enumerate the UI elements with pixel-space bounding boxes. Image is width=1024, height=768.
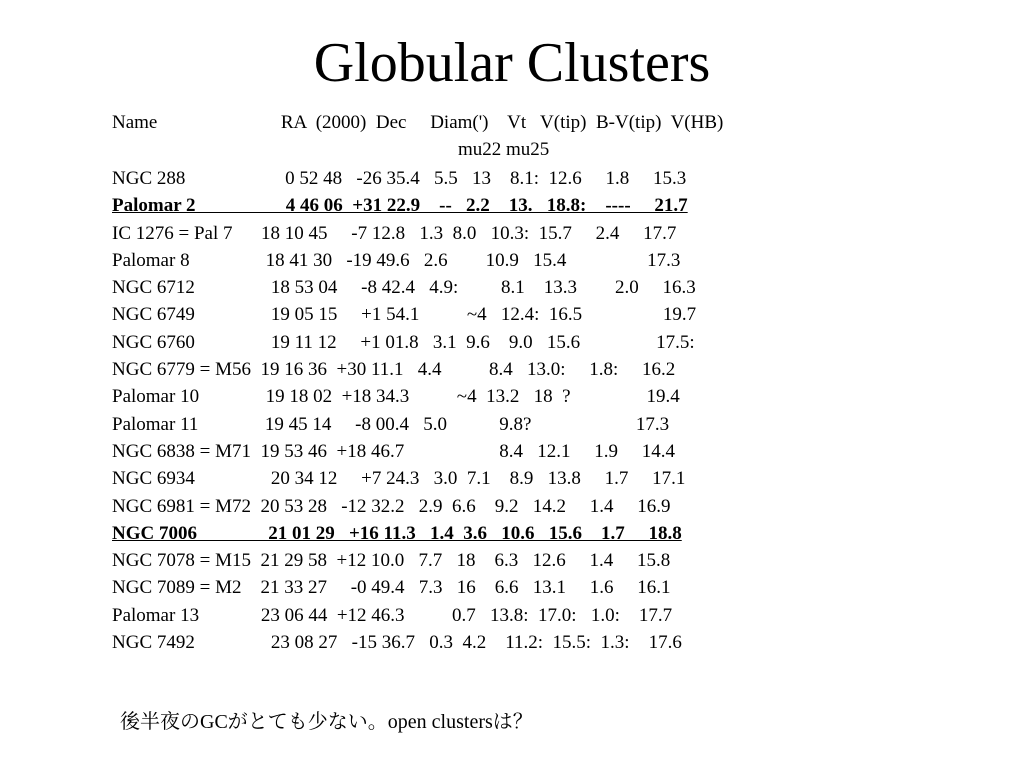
row-text: NGC 6760 19 11 12 +1 01.8 3.1 9.6 9.0 15.6 17.5: <box>112 331 695 353</box>
table-row <box>112 192 912 219</box>
row-text: NGC 6934 20 34 12 +7 24.3 3.0 7.1 8.9 13.8 1.7 17.1 <box>112 468 686 490</box>
table-row <box>112 602 912 629</box>
table-row <box>112 356 912 383</box>
cluster-table <box>112 165 912 656</box>
table-row <box>112 493 912 520</box>
table-row <box>112 574 912 601</box>
table-subheader: mu22 mu25 <box>458 139 550 160</box>
footer-text-2: GC <box>200 711 228 733</box>
table-row <box>112 301 912 328</box>
table-row <box>112 411 912 438</box>
row-text: NGC 7078 = M15 21 29 58 +12 10.0 7.7 18 6.3 12.6 1.4 15.8 <box>112 550 671 572</box>
row-text: Palomar 2 4 46 06 +31 22.9 -- 2.2 13. 18.8: ---- 21.7 <box>112 195 688 217</box>
footer-text-3: がとても少ない。 <box>227 709 388 733</box>
table-row <box>112 520 912 547</box>
table-row <box>112 165 912 192</box>
footer-text-4: open clusters <box>387 711 493 733</box>
row-text: NGC 7089 = M2 21 33 27 -0 49.4 7.3 16 6.6 13.1 1.6 16.1 <box>112 577 671 599</box>
row-text: Palomar 11 19 45 14 -8 00.4 5.0 9.8? 17.3 <box>112 413 670 435</box>
slide-title: Globular Clusters <box>313 32 711 94</box>
table-row <box>112 547 912 574</box>
table-row <box>112 329 912 356</box>
table-row <box>112 465 912 492</box>
table-row <box>112 438 912 465</box>
row-text: Palomar 13 23 06 44 +12 46.3 0.7 13.8: 17.0: 1.0: 17.7 <box>112 604 673 626</box>
row-text: NGC 288 0 52 48 -26 35.4 5.5 13 8.1: 12.6 1.8 15.3 <box>112 168 687 189</box>
table-header: Name RA (2000) Dec Diam(') Vt V(tip) B-V(tip) V(HB) <box>112 112 724 133</box>
row-text: IC 1276 = Pal 7 18 10 45 -7 12.8 1.3 8.0 10.3: 15.7 2.4 17.7 <box>112 222 677 244</box>
footer-note <box>120 708 533 735</box>
row-text: NGC 6838 = M71 19 53 46 +18 46.7 8.4 12.1 1.9 14.4 <box>112 440 675 462</box>
footer-text-1: 後半夜の <box>120 709 200 733</box>
row-text: NGC 7006 21 01 29 +16 11.3 1.4 3.6 10.6 15.6 1.7 18.8 <box>112 522 682 544</box>
row-text: NGC 6749 19 05 15 +1 54.1 ~4 12.4: 16.5 19.7 <box>112 304 697 326</box>
table-row <box>112 220 912 247</box>
table-row <box>112 383 912 410</box>
row-text: NGC 7492 23 08 27 -15 36.7 0.3 4.2 11.2: 15.5: 1.3: 17.6 <box>112 632 682 654</box>
footer-text-5: は？ <box>492 709 533 733</box>
row-text: Palomar 8 18 41 30 -19 49.6 2.6 10.9 15.4 17.3 <box>112 249 681 271</box>
row-text: NGC 6779 = M56 19 16 36 +30 11.1 4.4 8.4 13.0: 1.8: 16.2 <box>112 359 676 381</box>
row-text: Palomar 10 19 18 02 +18 34.3 ~4 13.2 18 ? 19.4 <box>112 386 680 408</box>
row-text: NGC 6981 = M72 20 53 28 -12 32.2 2.9 6.6 9.2 14.2 1.4 16.9 <box>112 495 671 517</box>
table-row <box>112 247 912 274</box>
table-row <box>112 629 912 656</box>
table-row <box>112 274 912 301</box>
row-text: NGC 6712 18 53 04 -8 42.4 4.9: 8.1 13.3 2.0 16.3 <box>112 277 696 299</box>
